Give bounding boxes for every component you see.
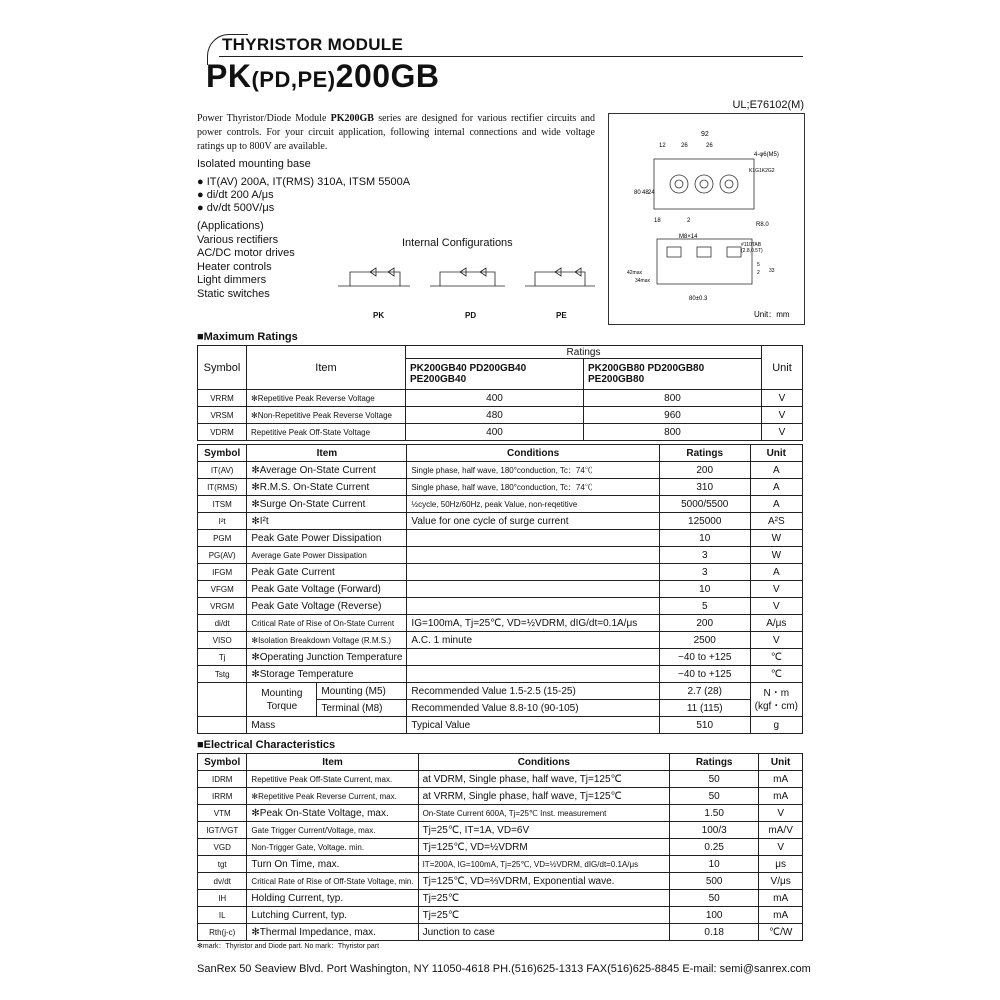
- cell-conditions: [407, 598, 659, 615]
- cell-unit: μs: [759, 856, 803, 873]
- dim-label: 4-φ6(M5): [754, 152, 779, 158]
- cell-rating: 50: [670, 890, 759, 907]
- header-rule: [219, 56, 803, 57]
- application-item: AC/DC motor drives: [197, 247, 295, 259]
- table-row: [198, 462, 803, 479]
- cell-symbol: VISO: [198, 632, 247, 649]
- cell-symbol: IDRM: [198, 771, 247, 788]
- table-row: [198, 496, 803, 513]
- cell-symbol: Tstg: [198, 666, 247, 683]
- table-row: [198, 788, 803, 805]
- description-pre: Power Thyristor/Diode Module: [197, 113, 331, 124]
- table-row: [198, 873, 803, 890]
- feature-isolated: Isolated mounting base: [197, 158, 311, 170]
- cell-unit: mA: [759, 788, 803, 805]
- table-row: [198, 856, 803, 873]
- description-post: series are designed for various rectifier circuits and power controls. For your circuit application, following internal connections and wide voltage ratings up to 800V are available.: [197, 113, 595, 152]
- cell-item: ✻Storage Temperature: [247, 666, 407, 683]
- cell-unit: A/μs: [750, 615, 802, 632]
- table-row: [198, 924, 803, 941]
- cell-item: Average Gate Power Dissipation: [247, 547, 407, 564]
- cell-rating: 10: [659, 581, 750, 598]
- cell-conditions: at VDRM, Single phase, half wave, Tj=125℃: [418, 771, 669, 788]
- cell-item: Repetitive Peak Off-State Current, max.: [247, 771, 418, 788]
- cell-rating: 100: [670, 907, 759, 924]
- config-label-pe: PE: [556, 311, 567, 320]
- dim-label: 48: [642, 190, 649, 196]
- cell-conditions: at VRRM, Single phase, half wave, Tj=125℃: [418, 788, 669, 805]
- cell-item: Turn On Time, max.: [247, 856, 418, 873]
- table-row: [198, 615, 803, 632]
- cell-item: ✻Peak On-State Voltage, max.: [247, 805, 418, 822]
- table-row: [198, 822, 803, 839]
- table-row: [198, 907, 803, 924]
- cell-symbol: PG(AV): [198, 547, 247, 564]
- dim-label: 34max: [635, 278, 651, 284]
- cell-unit: A²S: [750, 513, 802, 530]
- cell-symbol: Tj: [198, 649, 247, 666]
- cell-unit: V: [750, 581, 802, 598]
- cell-unit: W: [750, 530, 802, 547]
- dim-label: M8×14: [679, 234, 698, 240]
- cell-conditions: Tj=25℃, IT=1A, VD=6V: [418, 822, 669, 839]
- cell-unit: ℃/W: [759, 924, 803, 941]
- footnote: ✻mark：Thyristor and Diode part. No mark：Thyristor part: [197, 943, 380, 950]
- cell-rating: 0.18: [670, 924, 759, 941]
- cell-rating: 310: [659, 479, 750, 496]
- table-row: VDRM Repetitive Peak Off-State Voltage 400 800 V: [198, 424, 803, 441]
- cell-conditions: On-State Current 600A, Tj=25℃ Inst. measurement: [418, 805, 669, 822]
- cell-rating: 10: [670, 856, 759, 873]
- cell-symbol: IL: [198, 907, 247, 924]
- drawing-unit: Unit：mm: [754, 310, 790, 319]
- cell-conditions: [407, 530, 659, 547]
- config-label-pk: PK: [373, 311, 385, 320]
- cell-symbol: IT(RMS): [198, 479, 247, 496]
- cell-conditions: [407, 666, 659, 683]
- cell-unit: V: [750, 632, 802, 649]
- cell-symbol: IH: [198, 890, 247, 907]
- config-label-pd: PD: [465, 311, 477, 320]
- table-row: [198, 771, 803, 788]
- dim-label: 92: [701, 131, 709, 138]
- dim-label: 26: [681, 143, 688, 149]
- table-row: [198, 839, 803, 856]
- cell-rating: 100/3: [670, 822, 759, 839]
- col-symbol: Symbol: [198, 346, 247, 390]
- cell-item: ✻Repetitive Peak Reverse Current, max.: [247, 788, 418, 805]
- cell-unit: V/μs: [759, 873, 803, 890]
- footer-contact: SanRex 50 Seaview Blvd. Port Washington, NY 11050-4618 PH.(516)625-1313 FAX(516)625-8845 E-mail: semi@sanrex.com: [197, 963, 811, 975]
- table-row: [198, 805, 803, 822]
- cell-item: Peak Gate Power Dissipation: [247, 530, 407, 547]
- elec-title: ■Electrical Characteristics: [197, 739, 336, 751]
- cell-item: Gate Trigger Current/Voltage, max.: [247, 822, 418, 839]
- table-row: [198, 632, 803, 649]
- cell-symbol: tgt: [198, 856, 247, 873]
- cell-rating: 125000: [659, 513, 750, 530]
- table-row: Mass Typical Value 510 g: [198, 717, 803, 734]
- circuit-diagrams: [330, 262, 605, 298]
- table-row: Terminal (M8) Recommended Value 8.8-10 (90-105) 11 (115): [198, 700, 803, 717]
- dim-label: 12: [659, 143, 666, 149]
- cell-item: Non-Trigger Gate, Voltage. min.: [247, 839, 418, 856]
- table-row: [198, 649, 803, 666]
- cell-item: ✻I²t: [247, 513, 407, 530]
- cell-rating: −40 to +125: [659, 666, 750, 683]
- table-row: [198, 479, 803, 496]
- table-row: [198, 581, 803, 598]
- cell-unit: A: [750, 496, 802, 513]
- dim-label: 80±0.3: [689, 296, 708, 302]
- cell-rating: 1.50: [670, 805, 759, 822]
- cell-unit: mA: [759, 771, 803, 788]
- cell-rating: 500: [670, 873, 759, 890]
- dim-label: 80: [634, 190, 641, 196]
- model-variants: (PD,PE): [251, 67, 336, 92]
- model-main: PK: [206, 58, 252, 94]
- cell-conditions: Tj=125℃, VD=½VDRM: [418, 839, 669, 856]
- max-ratings-table: [197, 345, 803, 441]
- ul-certification: UL;E76102(M): [732, 99, 804, 111]
- cell-symbol: Rth(j-c): [198, 924, 247, 941]
- table-row: [198, 564, 803, 581]
- cell-rating: 0.25: [670, 839, 759, 856]
- dim-label: 2: [687, 218, 691, 224]
- cell-item: ✻Thermal Impedance, max.: [247, 924, 418, 941]
- cell-unit: V: [759, 839, 803, 856]
- cell-item: Peak Gate Current: [247, 564, 407, 581]
- dim-label: 33: [769, 268, 775, 274]
- cell-symbol: IT(AV): [198, 462, 247, 479]
- dim-label: (2.8,0.5T): [741, 248, 763, 254]
- table-row: [198, 890, 803, 907]
- cell-rating: 50: [670, 771, 759, 788]
- cell-conditions: Tj=25℃: [418, 890, 669, 907]
- feature-list: [197, 176, 410, 215]
- dim-label: K1G1K2G2: [749, 168, 775, 174]
- cell-symbol: IRRM: [198, 788, 247, 805]
- cell-item: Lutching Current, typ.: [247, 907, 418, 924]
- cell-rating: −40 to +125: [659, 649, 750, 666]
- application-item: Heater controls: [197, 260, 272, 273]
- cell-symbol: IGT/VGT: [198, 822, 247, 839]
- cell-symbol: I²t: [198, 513, 247, 530]
- cell-item: ✻Surge On-State Current: [247, 496, 407, 513]
- feature-item: ● di/dt 200 A/μs: [197, 189, 274, 201]
- table-row: [198, 547, 803, 564]
- cell-unit: ℃: [750, 666, 802, 683]
- cell-unit: mA: [759, 890, 803, 907]
- cell-symbol: VFGM: [198, 581, 247, 598]
- dim-label: 42max: [627, 270, 643, 276]
- cell-item: Holding Current, typ.: [247, 890, 418, 907]
- model-title: [206, 58, 440, 95]
- internal-config-title: Internal Configurations: [402, 237, 513, 249]
- cell-rating: 200: [659, 462, 750, 479]
- cell-conditions: ½cycle, 50Hz/60Hz, peak Value, non-reqetitive: [407, 496, 659, 513]
- cell-unit: mA/V: [759, 822, 803, 839]
- dim-label: 2: [757, 270, 760, 276]
- page-category-title: THYRISTOR MODULE: [222, 35, 404, 54]
- dim-label: 26: [706, 143, 713, 149]
- cell-item: Critical Rate of Rise of Off-State Voltage, min.: [247, 873, 418, 890]
- cell-conditions: A.C. 1 minute: [407, 632, 659, 649]
- cell-conditions: [407, 564, 659, 581]
- elec-table: [197, 753, 803, 941]
- col-ratings-80: PK200GB80 PD200GB80 PE200GB80: [584, 359, 762, 390]
- dim-label: 5: [757, 262, 760, 268]
- outline-drawing: [608, 113, 805, 325]
- table-row: VRRM ✻Repetitive Peak Reverse Voltage 400 800 V: [198, 390, 803, 407]
- application-item: Light dimmers: [197, 274, 267, 286]
- cell-rating: 2500: [659, 632, 750, 649]
- cell-rating: 5000/5500: [659, 496, 750, 513]
- table-row: [198, 666, 803, 683]
- cell-symbol: ITSM: [198, 496, 247, 513]
- cell-item: ✻Operating Junction Temperature: [247, 649, 407, 666]
- cell-conditions: IT=200A, IG=100mA, Tj=25℃, VD=½VDRM, dIG/dt=0.1A/μs: [418, 856, 669, 873]
- application-item: Various rectifiers: [197, 233, 279, 246]
- col-ratings-40: PK200GB40 PD200GB40 PE200GB40: [406, 359, 584, 390]
- dim-label: #110TAB: [741, 242, 762, 248]
- description: [197, 112, 595, 154]
- model-tail: 200GB: [335, 58, 440, 94]
- feature-item: ● IT(AV) 200A, IT(RMS) 310A, ITSM 5500A: [197, 176, 411, 188]
- cell-rating: 10: [659, 530, 750, 547]
- cell-item: Critical Rate of Rise of On-State Current: [247, 615, 407, 632]
- col-unit: Unit: [762, 346, 803, 390]
- cell-symbol: IFGM: [198, 564, 247, 581]
- cell-conditions: [407, 581, 659, 598]
- cell-conditions: Junction to case: [418, 924, 669, 941]
- dim-label: 24: [648, 190, 655, 196]
- cell-rating: 5: [659, 598, 750, 615]
- cell-conditions: IG=100mA, Tj=25℃, VD=½VDRM, dIG/dt=0.1A/μs: [407, 615, 659, 632]
- cell-conditions: Tj=25℃: [418, 907, 669, 924]
- cell-unit: V: [759, 805, 803, 822]
- cell-item: ✻Isolation Breakdown Voltage (R.M.S.): [247, 632, 407, 649]
- table-row: Mounting Torque Mounting (M5) Recommended Value 1.5-2.5 (15-25) 2.7 (28) N・m (kgf・cm): [198, 683, 803, 700]
- table-row: [198, 513, 803, 530]
- cell-conditions: Tj=125℃, VD=⅔VDRM, Exponential wave.: [418, 873, 669, 890]
- cell-unit: mA: [759, 907, 803, 924]
- cell-symbol: VRGM: [198, 598, 247, 615]
- cell-item: Peak Gate Voltage (Reverse): [247, 598, 407, 615]
- cell-unit: ℃: [750, 649, 802, 666]
- cell-conditions: [407, 649, 659, 666]
- description-model: PK200GB: [330, 113, 374, 124]
- col-item: Item: [247, 346, 406, 390]
- cell-conditions: Value for one cycle of surge current: [407, 513, 659, 530]
- cell-symbol: dv/dt: [198, 873, 247, 890]
- cell-rating: 3: [659, 564, 750, 581]
- cell-symbol: PGM: [198, 530, 247, 547]
- cell-symbol: di/dt: [198, 615, 247, 632]
- table-row: [198, 530, 803, 547]
- cell-item: ✻Average On-State Current: [247, 462, 407, 479]
- table-row: [198, 598, 803, 615]
- cell-conditions: Single phase, half wave, 180°conduction, Tc：74℃: [407, 479, 659, 496]
- cell-item: ✻R.M.S. On-State Current: [247, 479, 407, 496]
- cell-unit: V: [750, 598, 802, 615]
- col-ratings: Ratings: [406, 346, 762, 359]
- outline-drawing-svg: [609, 114, 804, 324]
- cell-rating: 200: [659, 615, 750, 632]
- dim-label: R8.0: [756, 222, 769, 228]
- table-header: Symbol Item Conditions Ratings Unit: [198, 445, 803, 462]
- cell-rating: 3: [659, 547, 750, 564]
- applications-title: (Applications): [197, 220, 264, 232]
- cell-rating: 50: [670, 788, 759, 805]
- table-row: VRSM ✻Non-Repetitive Peak Reverse Voltage 480 960 V: [198, 407, 803, 424]
- cell-unit: A: [750, 479, 802, 496]
- cell-unit: A: [750, 564, 802, 581]
- max-ratings-title: ■Maximum Ratings: [197, 331, 298, 343]
- ratings-table: [197, 444, 803, 734]
- feature-item: ● dv/dt 500V/μs: [197, 202, 275, 214]
- cell-conditions: Single phase, half wave, 180°conduction, Tc：74℃: [407, 462, 659, 479]
- cell-conditions: [407, 547, 659, 564]
- dim-label: 18: [654, 218, 661, 224]
- cell-symbol: VGD: [198, 839, 247, 856]
- cell-unit: W: [750, 547, 802, 564]
- cell-item: Peak Gate Voltage (Forward): [247, 581, 407, 598]
- applications: [197, 220, 295, 301]
- application-item: Static switches: [197, 287, 270, 300]
- table-header: Symbol Item Conditions Ratings Unit: [198, 754, 803, 771]
- cell-symbol: VTM: [198, 805, 247, 822]
- cell-unit: A: [750, 462, 802, 479]
